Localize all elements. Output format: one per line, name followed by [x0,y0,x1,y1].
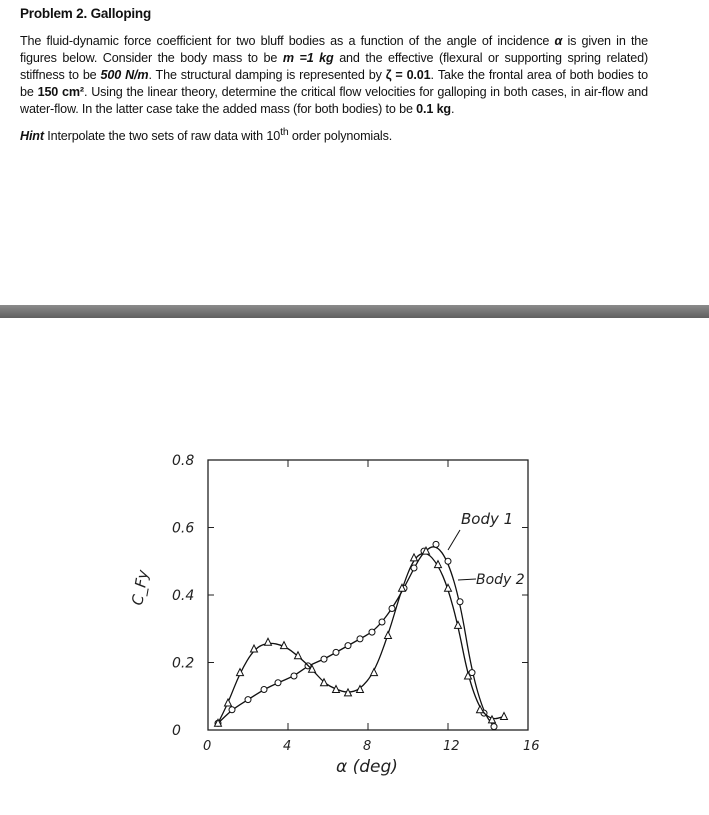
added-mass-value: 0.1 kg [416,102,451,116]
data-point-body-2 [371,669,378,676]
hint-label: Hint [20,129,44,144]
data-point-body-2 [501,713,508,720]
data-point-body-1 [229,707,235,713]
data-point-body-2 [225,699,232,706]
legend-body-1-pointer [448,530,460,550]
data-point-body-2 [455,621,462,628]
hint-line: Hint Interpolate the two sets of raw data with 10th order polynomials. [20,126,393,144]
data-point-body-1 [457,599,463,605]
x-axis-label: α (deg) [336,757,398,777]
data-point-body-1 [291,673,297,679]
data-point-body-1 [333,649,339,655]
series-group [215,530,508,730]
area-value: 150 cm² [37,85,84,99]
data-point-body-1 [321,656,327,662]
damping-value: ζ = 0.01 [385,68,431,82]
plot-frame [208,460,528,730]
data-point-body-1 [433,541,439,547]
legend-body-2: Body 2 [476,572,525,588]
x-tick-label: 12 [443,739,460,754]
y-tick-label: 0.2 [172,655,195,672]
series-line-body-1 [218,547,494,727]
data-point-body-2 [265,638,272,645]
stiffness-value: 500 N/m [100,68,149,82]
legend-body-2-pointer [458,579,476,580]
data-point-body-1 [389,606,395,612]
alpha-symbol: α [554,34,563,48]
data-point-body-2 [385,632,392,639]
x-tick-label: 8 [363,739,372,754]
page-divider [0,305,709,318]
legend-body-1: Body 1 [461,510,514,528]
data-point-body-2 [295,652,302,659]
y-tick-label: 0.6 [172,520,195,537]
data-point-body-1 [357,636,363,642]
problem-title: Problem 2. Galloping [20,6,152,21]
problem-paragraph: The fluid-dynamic force coefficient for two bluff bodies as a function of the angle of incidence α is given in the figures below. Consider the body mass to be m =1 kg and the effective (flexural or supporting spring related) stiffness to be 500 N/m. The structural damping is represented by ζ = 0.01. Take the frontal area of both bodies to be 150 cm². Using the linear theory, determine the critical flow velocities for galloping in both cases, in air-flow and water-flow. In the latter case take the added mass (for both bodies) to be 0.1 kg. [20,34,649,116]
data-point-body-1 [261,687,267,693]
y-tick-label: 0.4 [172,588,195,604]
chart-figure [0,318,709,810]
data-point-body-1 [411,565,417,571]
data-point-body-1 [491,724,497,730]
x-tick-label: 0 [203,739,212,754]
data-point-body-2 [445,584,452,591]
data-point-body-1 [245,697,251,703]
chart-svg [0,318,709,810]
mass-value: m =1 kg [282,51,334,65]
axis-ticks [172,453,540,754]
data-point-body-1 [379,619,385,625]
data-point-body-2 [333,686,340,693]
data-point-body-1 [345,643,351,649]
y-axis-label: C_Fy [128,568,153,607]
problem-text [20,6,648,145]
x-tick-label: 16 [523,739,540,754]
data-point-body-1 [275,680,281,686]
data-point-body-1 [369,629,375,635]
x-tick-label: 4 [283,739,292,754]
data-point-body-1 [445,558,451,564]
y-tick-label: 0.8 [172,453,195,469]
y-tick-label: 0 [172,723,181,739]
